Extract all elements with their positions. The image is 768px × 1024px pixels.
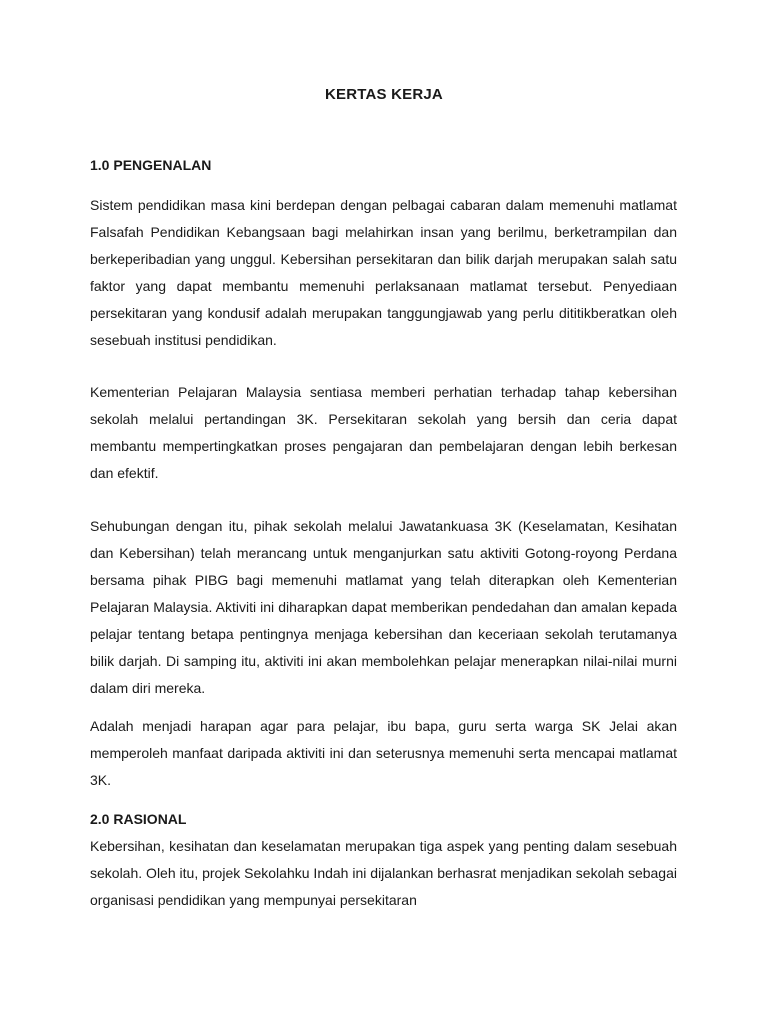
section-heading-rasional: 2.0 RASIONAL bbox=[90, 811, 187, 827]
paragraph-pengenalan-1: Sistem pendidikan masa kini berdepan dengan pelbagai cabaran dalam memenuhi matlamat Falsafah Pendidikan Kebangsaan bagi melahirkan insan yang berilmu, berketrampilan dan berkeperibadian yang unggul. Kebersihan persekitaran dan bilik darjah merupakan salah satu faktor yang dapat membantu memenuhi perlaksanaan matlamat tersebut. Penyediaan persekitaran yang kondusif adalah merupakan tanggungjawab yang perlu dititikberatkan oleh sesebuah institusi pendidikan. bbox=[90, 197, 677, 348]
paragraph-pengenalan-4: Adalah menjadi harapan agar para pelajar, ibu bapa, guru serta warga SK Jelai akan memperoleh manfaat daripada aktiviti ini dan seterusnya memenuhi serta mencapai matlamat 3K. bbox=[90, 718, 677, 788]
paragraph-rasional-1: Kebersihan, kesihatan dan keselamatan merupakan tiga aspek yang penting dalam sesebuah sekolah. Oleh itu, projek Sekolahku Indah ini dijalankan berhasrat menjadikan sekolah sebagai organisasi pendidikan yang mempunyai persekitaran bbox=[90, 838, 677, 908]
document-title: KERTAS KERJA bbox=[325, 86, 443, 103]
paragraph-pengenalan-2: Kementerian Pelajaran Malaysia sentiasa memberi perhatian terhadap tahap kebersihan sekolah melalui pertandingan 3K. Persekitaran sekolah yang bersih dan ceria dapat membantu mempertingkatkan proses pengajaran dan pembelajaran dengan lebih berkesan dan efektif. bbox=[90, 384, 677, 481]
paragraph-pengenalan-3: Sehubungan dengan itu, pihak sekolah melalui Jawatankuasa 3K (Keselamatan, Kesihatan dan Kebersihan) telah merancang untuk menganjurkan satu aktiviti Gotong-royong Perdana bersama pihak PIBG bagi memenuhi matlamat yang telah diterapkan oleh Kementerian Pelajaran Malaysia. Aktiviti ini diharapkan dapat memberikan pendedahan dan amalan kepada pelajar tentang betapa pentingnya menjaga kebersihan dan keceriaan sekolah terutamanya bilik darjah. Di samping itu, aktiviti ini akan membolehkan pelajar menerapkan nilai-nilai murni dalam diri mereka. bbox=[90, 518, 677, 696]
section-heading-pengenalan: 1.0 PENGENALAN bbox=[90, 157, 212, 173]
